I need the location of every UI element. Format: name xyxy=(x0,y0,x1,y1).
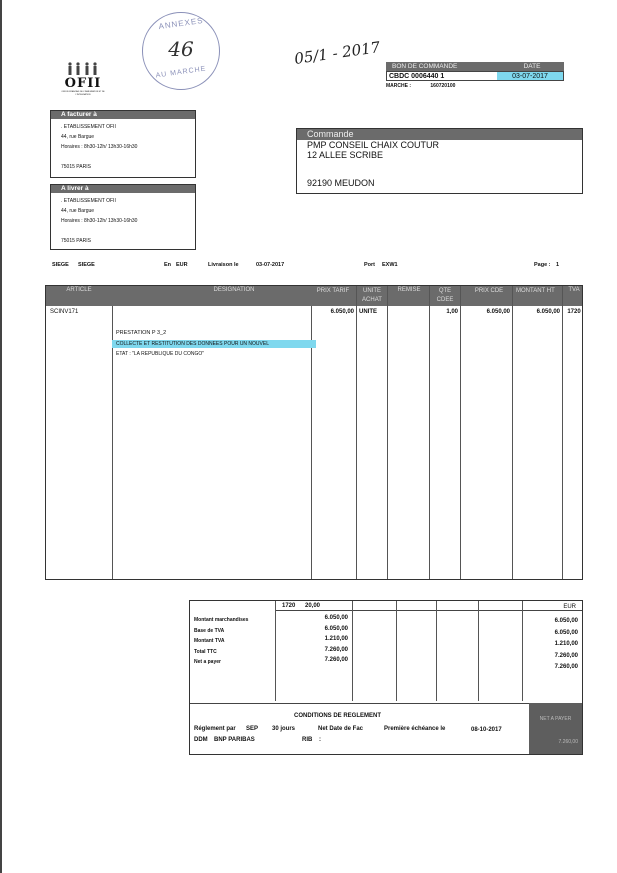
row-article: SCINV171 xyxy=(50,309,79,315)
rib-label: RIB xyxy=(302,737,313,743)
totals-right-values xyxy=(522,616,578,674)
conditions-title: CONDITIONS DE REGLEMENT xyxy=(294,713,382,719)
currency-value: EUR xyxy=(176,262,188,268)
order-number: CBDC 0006440 1 xyxy=(389,73,445,80)
total-value: 1.210,00 xyxy=(324,636,348,642)
info-row xyxy=(52,262,572,272)
col-montant: MONTANT HT xyxy=(516,288,555,294)
billing-title: A facturer à xyxy=(51,111,195,119)
row-prix-tarif: 6.050,00 xyxy=(330,309,354,315)
marche-label: MARCHE : xyxy=(386,83,411,89)
supplier-city: 92190 MEUDON xyxy=(307,178,375,188)
ofii-logo xyxy=(60,62,106,96)
billing-line: 44, rue Bargue xyxy=(61,134,95,140)
totals-labels xyxy=(194,615,248,668)
page-label: Page : xyxy=(534,262,551,268)
currency-label: En xyxy=(164,262,172,268)
supplier-title: Commande xyxy=(297,129,582,140)
order-box xyxy=(386,62,564,89)
page-value: 1 xyxy=(556,262,560,268)
figures-logo-icon xyxy=(65,62,101,76)
col-tva: TVA xyxy=(568,287,580,293)
siege-label: SIEGE xyxy=(52,262,69,268)
delivery-title: A livrer à xyxy=(51,185,195,193)
date-label: DATE xyxy=(523,63,541,70)
row-montant: 6.050,00 xyxy=(536,309,560,315)
total-value: 6.050,00 xyxy=(324,625,348,632)
bank-name: BNP PARIBAS xyxy=(214,737,255,743)
echeance-label: Première échéance le xyxy=(384,726,446,732)
row-qte: 1,00 xyxy=(446,309,458,315)
delivery-date-label: Livraison le xyxy=(208,262,239,268)
total-label: Base de TVA xyxy=(194,627,225,634)
page-edge xyxy=(0,0,2,873)
order-table xyxy=(45,285,583,580)
annexes-stamp xyxy=(142,12,220,90)
totals-box xyxy=(189,600,583,755)
total-right-value: 6.050,00 xyxy=(554,618,578,624)
col-unite-achat: UNITE ACHAT xyxy=(362,288,382,303)
tva-code: 1720 xyxy=(282,603,296,609)
marche-number: 160720100 xyxy=(430,83,456,89)
port-label: Port xyxy=(364,262,375,268)
port-value: EXW1 xyxy=(382,262,398,268)
billing-line xyxy=(61,152,185,162)
total-right-value: 7.260,00 xyxy=(554,652,578,659)
delivery-box xyxy=(50,184,196,250)
tva-rate: 20,00 xyxy=(305,603,321,609)
delivery-line xyxy=(61,226,185,236)
stamp-top-text: ANNEXES xyxy=(157,15,205,32)
total-value: 7.260,00 xyxy=(324,646,348,653)
net-value: 7.260,00 xyxy=(558,739,578,745)
handwritten-date: 05/1 - 2017 xyxy=(293,38,382,68)
ddm-label: DDM xyxy=(194,737,208,743)
total-label: Montant TVA xyxy=(194,638,225,644)
total-value: 6.050,00 xyxy=(324,615,348,621)
col-designation: DESIGNATION xyxy=(213,287,255,293)
order-date: 03-07-2017 xyxy=(497,72,563,80)
row-prix-cde: 6.050,00 xyxy=(486,309,510,315)
table-header xyxy=(46,286,582,306)
net-a-payer-panel xyxy=(529,703,582,754)
col-prix-cde: PRIX CDE xyxy=(474,288,504,294)
net-label: NET A PAYER xyxy=(539,716,572,722)
siege-value: SIEGE xyxy=(78,262,95,268)
totals-values xyxy=(276,613,348,666)
billing-line: Horaires : 8h30-12h/ 13h30-16h30 xyxy=(61,144,138,150)
delivery-line: 75015 PARIS xyxy=(61,238,91,244)
logo-subtitle: OFFICE FRANCAIS DE L'IMMIGRATION ET DE L'INTEGRATION xyxy=(61,91,105,96)
stamp-number: 46 xyxy=(168,37,194,61)
delivery-line: 44, rue Bargue xyxy=(61,208,95,214)
billing-line: 75015 PARIS xyxy=(61,164,91,170)
rib-value: : xyxy=(319,737,321,743)
designation-line-2: COLLECTE ET RESTITUTION DES DONNEES POUR UN NOUVEL xyxy=(112,340,316,348)
supplier-box xyxy=(296,128,583,194)
logo-text: OFII xyxy=(64,76,102,91)
echeance-date: 08-10-2017 xyxy=(471,727,502,733)
col-remise: REMISE xyxy=(397,287,421,293)
stamp-bottom-text: AU MARCHE xyxy=(155,65,207,80)
designation-line-3: ETAT : "LA REPUBLIQUE DU CONGO" xyxy=(116,351,205,357)
reglement-value: SEP xyxy=(246,726,259,732)
billing-line: . ETABLISSEMENT OFII xyxy=(61,124,116,130)
total-right-value: 6.050,00 xyxy=(554,629,578,636)
delivery-line: . ETABLISSEMENT OFII xyxy=(61,198,116,204)
row-unite: UNITE xyxy=(359,309,377,315)
total-label: Total TTC xyxy=(194,648,217,655)
total-value: 7.260,00 xyxy=(324,657,348,663)
supplier-address: 12 ALLEE SCRIBE xyxy=(307,150,384,160)
total-right-value: 1.210,00 xyxy=(554,641,578,647)
delivery-date-value: 03-07-2017 xyxy=(256,262,285,268)
delivery-line: Horaires : 8h30-12h/ 13h30-16h30 xyxy=(61,218,138,224)
col-article: ARTICLE xyxy=(66,287,92,293)
col-qte: QTE CDEE xyxy=(436,288,454,303)
reglement-basis: Net Date de Fac xyxy=(318,726,364,732)
designation-line-1: PRESTATION P 3_2 xyxy=(116,330,167,336)
total-right-value: 7.260,00 xyxy=(554,664,578,670)
row-tva: 1720 xyxy=(567,309,581,315)
supplier-name: PMP CONSEIL CHAIX COUTUR xyxy=(307,140,440,150)
total-label: Net a payer xyxy=(194,659,221,665)
reglement-label: Réglement par xyxy=(194,726,236,732)
billing-box xyxy=(50,110,196,178)
total-label: Montant marchandises xyxy=(194,617,249,623)
totals-currency: EUR xyxy=(563,604,576,610)
col-prix-tarif: PRIX TARIF xyxy=(316,288,350,294)
bon-label: BON DE COMMANDE xyxy=(392,63,458,70)
reglement-days: 30 jours xyxy=(272,726,296,732)
